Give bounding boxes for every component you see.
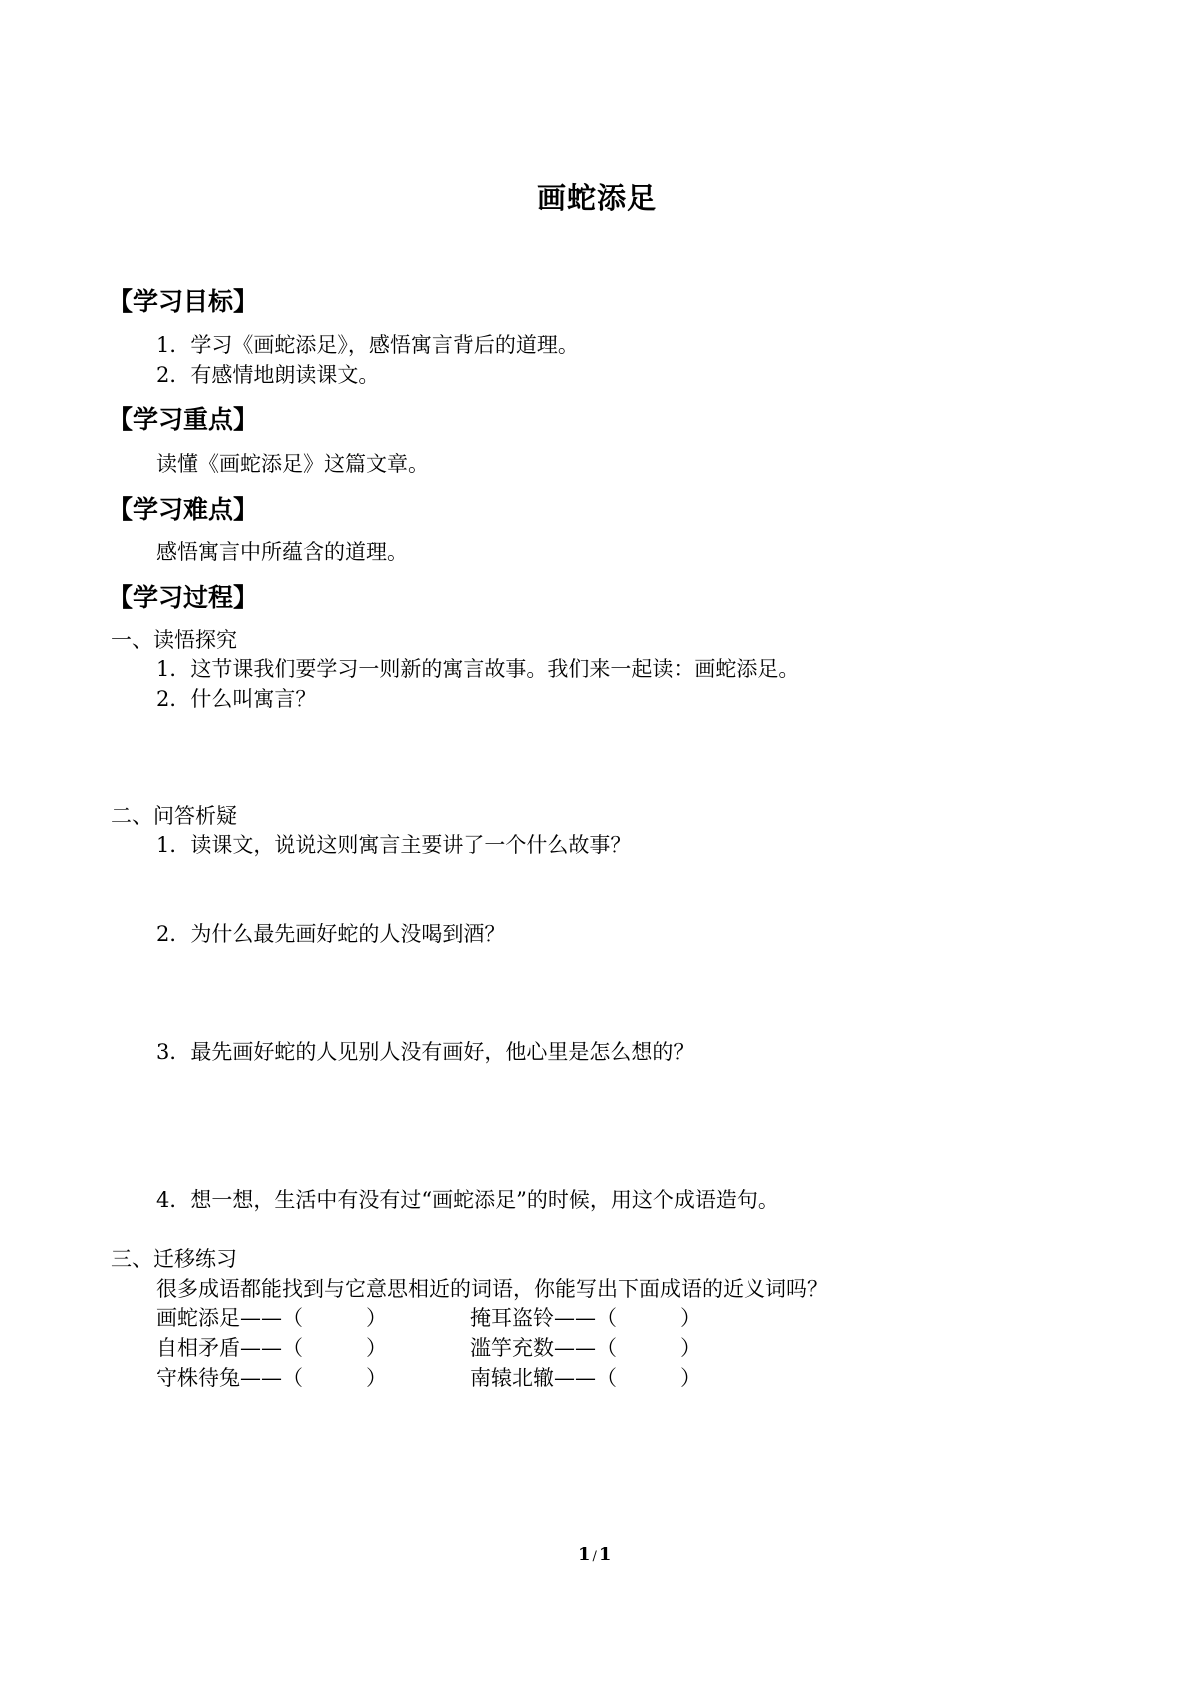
part3-title: 三、迁移练习	[111, 1247, 237, 1271]
section-heading-process: 【学习过程】	[108, 583, 259, 612]
part2-question-3: 3．最先画好蛇的人见别人没有画好，他心里是怎么想的？	[156, 1040, 695, 1064]
page-title: 画蛇添足	[537, 181, 658, 215]
page-separator: /	[592, 1549, 597, 1564]
key-points-text: 读懂《画蛇添足》这篇文章。	[156, 452, 429, 476]
part1-title: 一、读悟探究	[111, 628, 237, 652]
page-number	[578, 1544, 611, 1565]
idiom-blank-5: 守株待兔——（ ）	[156, 1366, 387, 1390]
idiom-blank-1: 画蛇添足——（ ）	[156, 1306, 387, 1330]
part2-question-4: 4．想一想，生活中有没有过“画蛇添足”的时候，用这个成语造句。	[156, 1188, 779, 1212]
idiom-blank-6: 南辕北辙——（ ）	[470, 1366, 701, 1390]
idiom-blank-2: 掩耳盗铃——（ ）	[470, 1306, 701, 1330]
difficulties-text: 感悟寓言中所蕴含的道理。	[156, 540, 408, 564]
idiom-blank-4: 滥竽充数——（ ）	[470, 1336, 701, 1360]
part1-item-1: 1．这节课我们要学习一则新的寓言故事。我们来一起读：画蛇添足。	[156, 657, 800, 681]
objective-item-1: 1．学习《画蛇添足》，感悟寓言背后的道理。	[156, 333, 579, 357]
section-heading-key-points: 【学习重点】	[108, 405, 259, 434]
page-current: 1	[578, 1544, 591, 1565]
part2-question-2: 2．为什么最先画好蛇的人没喝到酒？	[156, 922, 506, 946]
page-total: 1	[598, 1544, 612, 1565]
part1-item-2: 2．什么叫寓言？	[156, 687, 317, 711]
objective-item-2: 2．有感情地朗读课文。	[156, 363, 380, 387]
part3-intro: 很多成语都能找到与它意思相近的词语，你能写出下面成语的近义词吗？	[156, 1277, 828, 1301]
idiom-blank-3: 自相矛盾——（ ）	[156, 1336, 387, 1360]
part2-title: 二、问答析疑	[111, 804, 237, 828]
section-heading-difficulties: 【学习难点】	[108, 495, 259, 524]
part2-question-1: 1．读课文，说说这则寓言主要讲了一个什么故事？	[156, 833, 632, 857]
section-heading-objectives: 【学习目标】	[108, 287, 259, 316]
